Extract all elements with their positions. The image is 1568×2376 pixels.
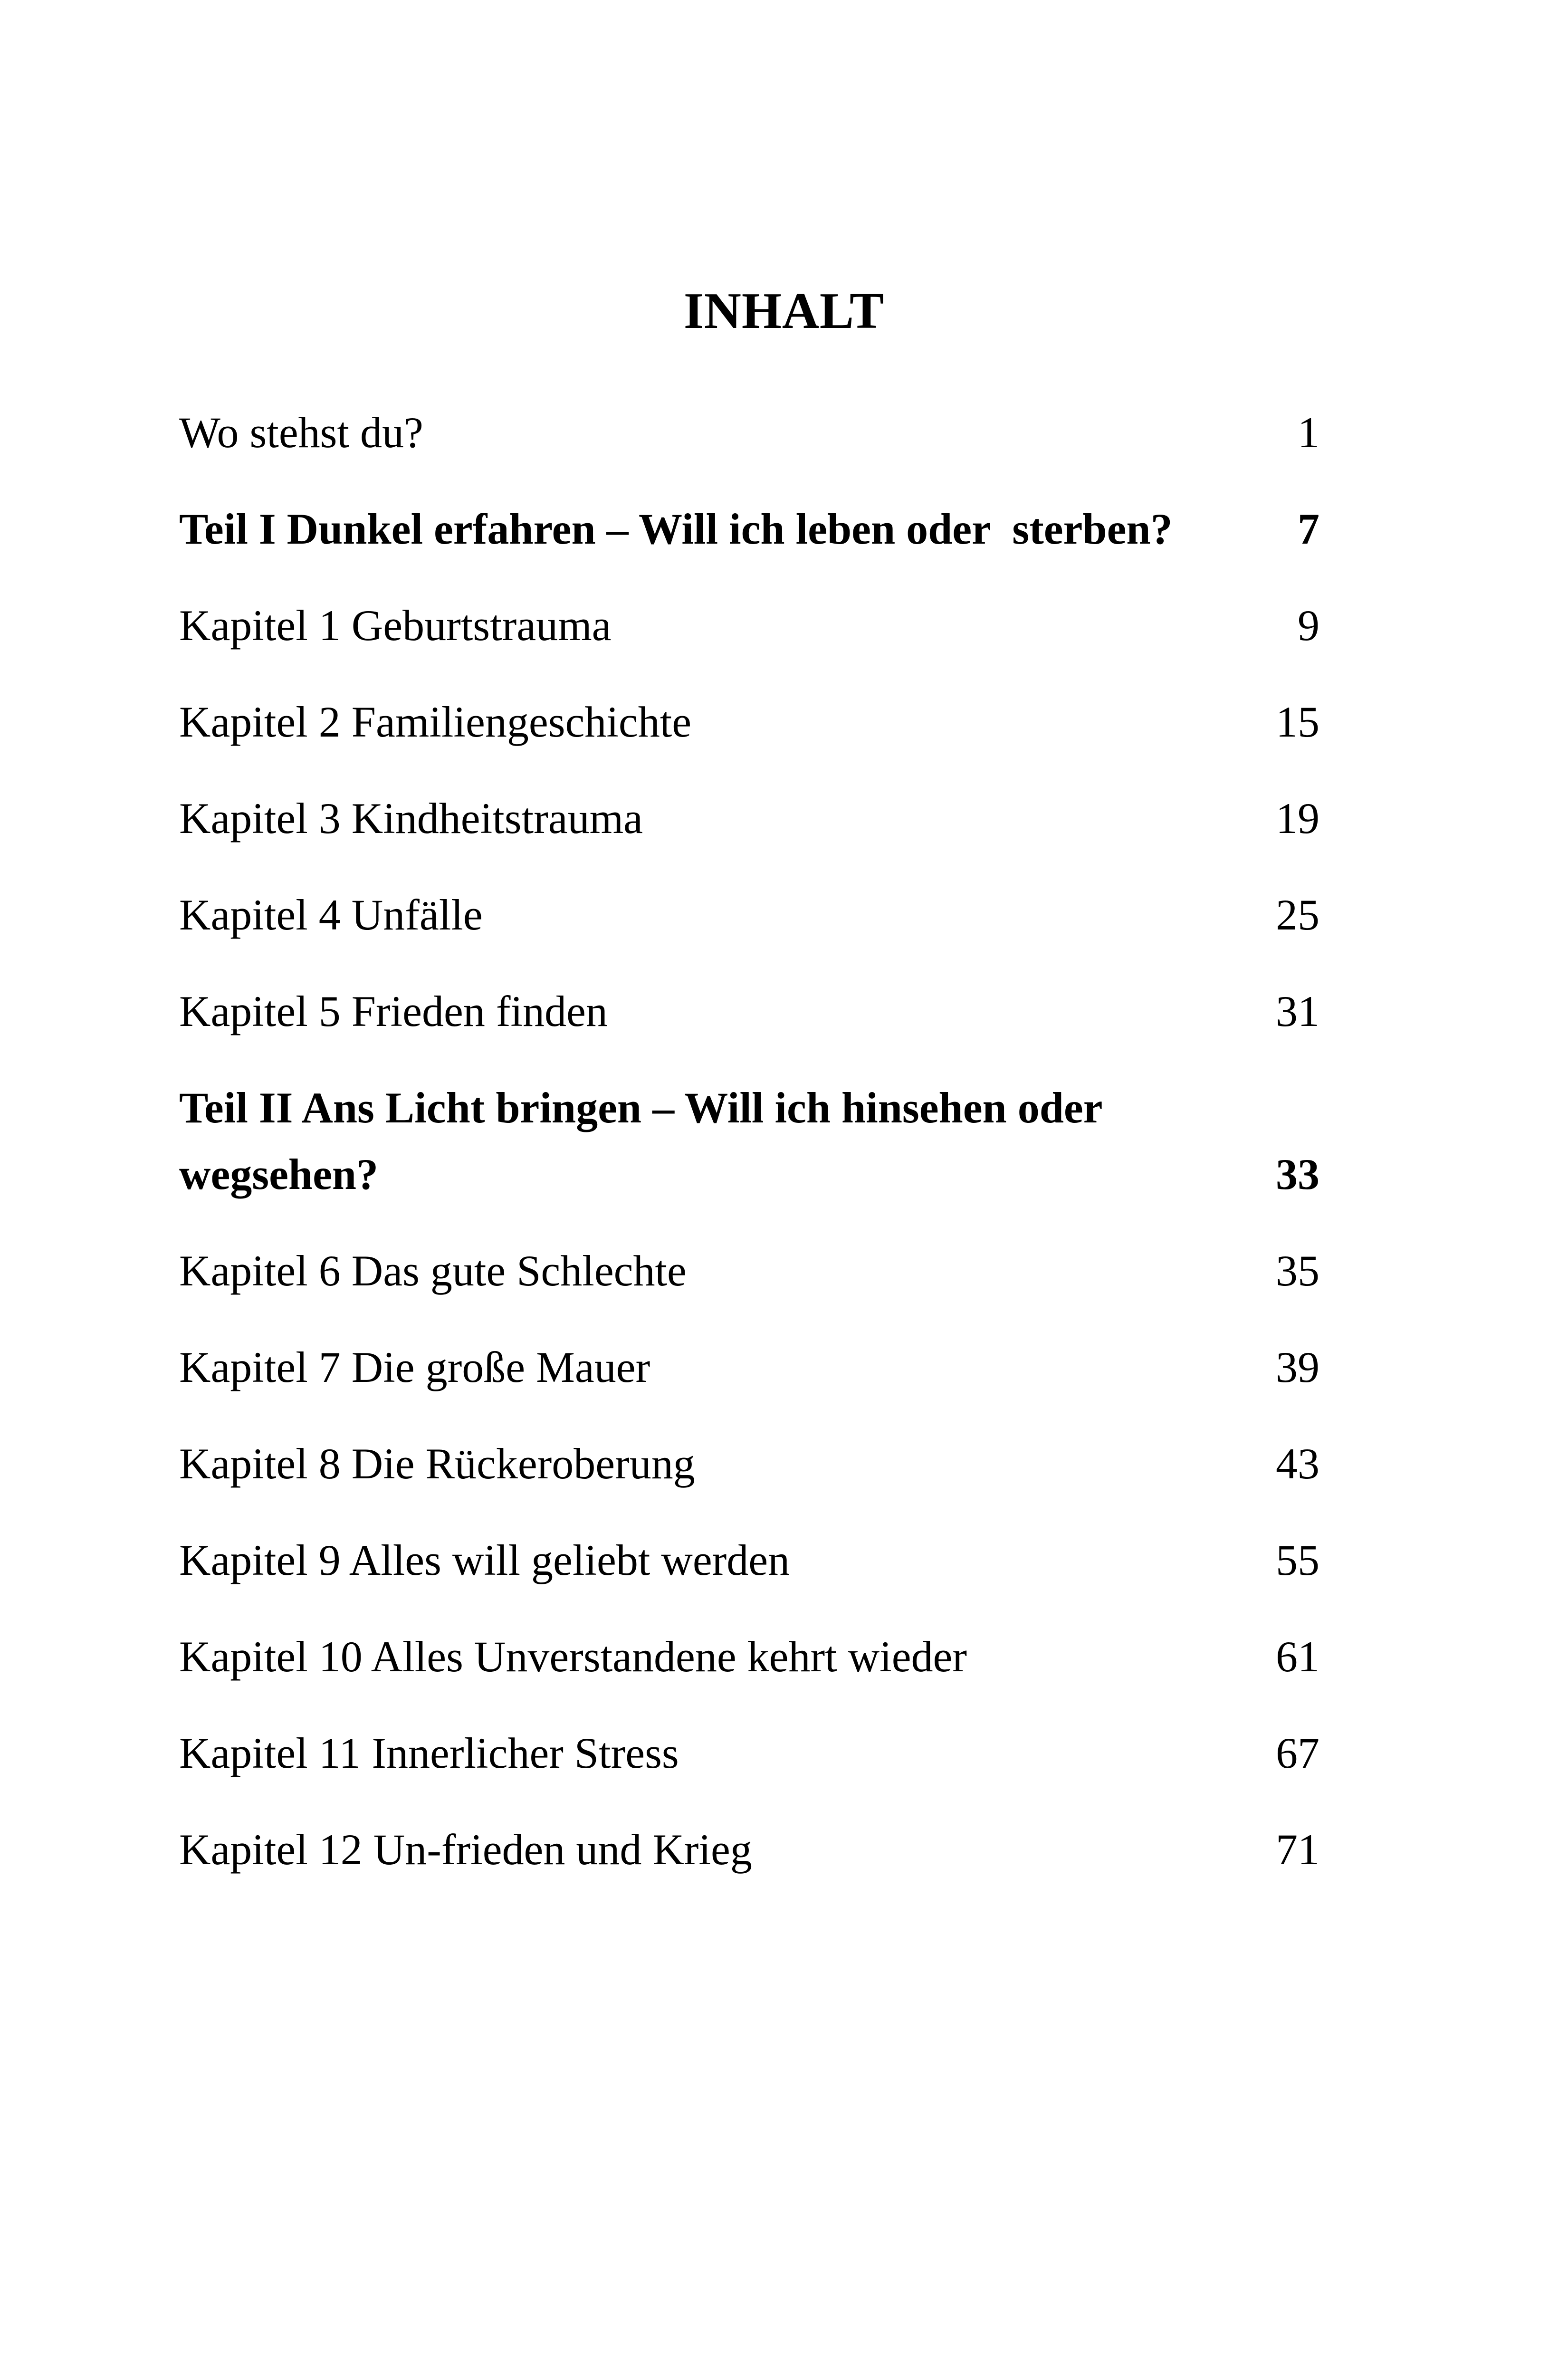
toc-entry-page: 71 bbox=[1276, 1825, 1319, 1874]
toc-entry-chapter-3 bbox=[179, 785, 1319, 852]
toc-entry-page: 39 bbox=[1276, 1343, 1319, 1391]
toc-entry-page: 7 bbox=[1298, 505, 1319, 553]
toc-entry-label: Kapitel 5 Frieden finden bbox=[179, 987, 608, 1035]
toc-entry-page: 67 bbox=[1276, 1729, 1319, 1777]
toc-entry-label: Wo stehst du? bbox=[179, 408, 423, 457]
toc-entry-label: Kapitel 11 Innerlicher Stress bbox=[179, 1729, 679, 1777]
toc-entry-page: 55 bbox=[1276, 1536, 1319, 1584]
toc-entry-chapter-6 bbox=[179, 1237, 1319, 1304]
toc-entry-page: 1 bbox=[1298, 408, 1319, 457]
toc-entry-page: 35 bbox=[1276, 1246, 1319, 1295]
toc-entry-label: Kapitel 1 Geburtstrauma bbox=[179, 601, 612, 650]
toc-entry-chapter-12 bbox=[179, 1816, 1319, 1883]
toc-entry-page: 61 bbox=[1276, 1632, 1319, 1681]
toc-entry-chapter-10 bbox=[179, 1623, 1319, 1690]
toc-entry-page: 19 bbox=[1276, 794, 1319, 843]
table-of-contents bbox=[179, 399, 1319, 1913]
toc-entry-part-1 bbox=[179, 496, 1319, 562]
toc-entry-label: Kapitel 4 Unfälle bbox=[179, 891, 483, 939]
toc-entry-page: 31 bbox=[1276, 987, 1319, 1035]
toc-entry-label: Kapitel 8 Die Rückeroberung bbox=[179, 1439, 695, 1488]
toc-entry-label: Kapitel 2 Familiengeschichte bbox=[179, 698, 692, 746]
toc-entry-chapter-4 bbox=[179, 881, 1319, 948]
toc-entry-page: 25 bbox=[1276, 891, 1319, 939]
toc-entry-label: Kapitel 3 Kindheitstrauma bbox=[179, 794, 643, 843]
toc-entry-label: Teil I Dunkel erfahren – Will ich leben oder sterben? bbox=[179, 505, 1173, 553]
toc-entry-label: Kapitel 6 Das gute Schlechte bbox=[179, 1246, 687, 1295]
toc-entry-label: Kapitel 10 Alles Unverstandene kehrt wieder bbox=[179, 1632, 967, 1681]
toc-entry-chapter-9 bbox=[179, 1527, 1319, 1593]
toc-entry-label: Teil II Ans Licht bringen – Will ich hinsehen oder wegsehen? bbox=[179, 1083, 1102, 1198]
toc-entry-intro bbox=[179, 399, 1319, 466]
toc-entry-chapter-7 bbox=[179, 1334, 1319, 1400]
toc-entry-label: Kapitel 7 Die große Mauer bbox=[179, 1343, 650, 1391]
toc-entry-page: 33 bbox=[1276, 1150, 1319, 1198]
toc-entry-chapter-5 bbox=[179, 978, 1319, 1044]
toc-entry-page: 9 bbox=[1298, 601, 1319, 650]
toc-entry-chapter-11 bbox=[179, 1720, 1319, 1786]
toc-entry-label: Kapitel 12 Un-frieden und Krieg bbox=[179, 1825, 752, 1874]
toc-entry-chapter-8 bbox=[179, 1430, 1319, 1497]
page-title: INHALT bbox=[683, 283, 885, 339]
toc-entry-chapter-2 bbox=[179, 689, 1319, 755]
toc-entry-part-2 bbox=[179, 1074, 1319, 1207]
toc-entry-label: Kapitel 9 Alles will geliebt werden bbox=[179, 1536, 790, 1584]
toc-entry-page: 15 bbox=[1276, 698, 1319, 746]
toc-entry-page: 43 bbox=[1276, 1439, 1319, 1488]
toc-entry-chapter-1 bbox=[179, 592, 1319, 659]
